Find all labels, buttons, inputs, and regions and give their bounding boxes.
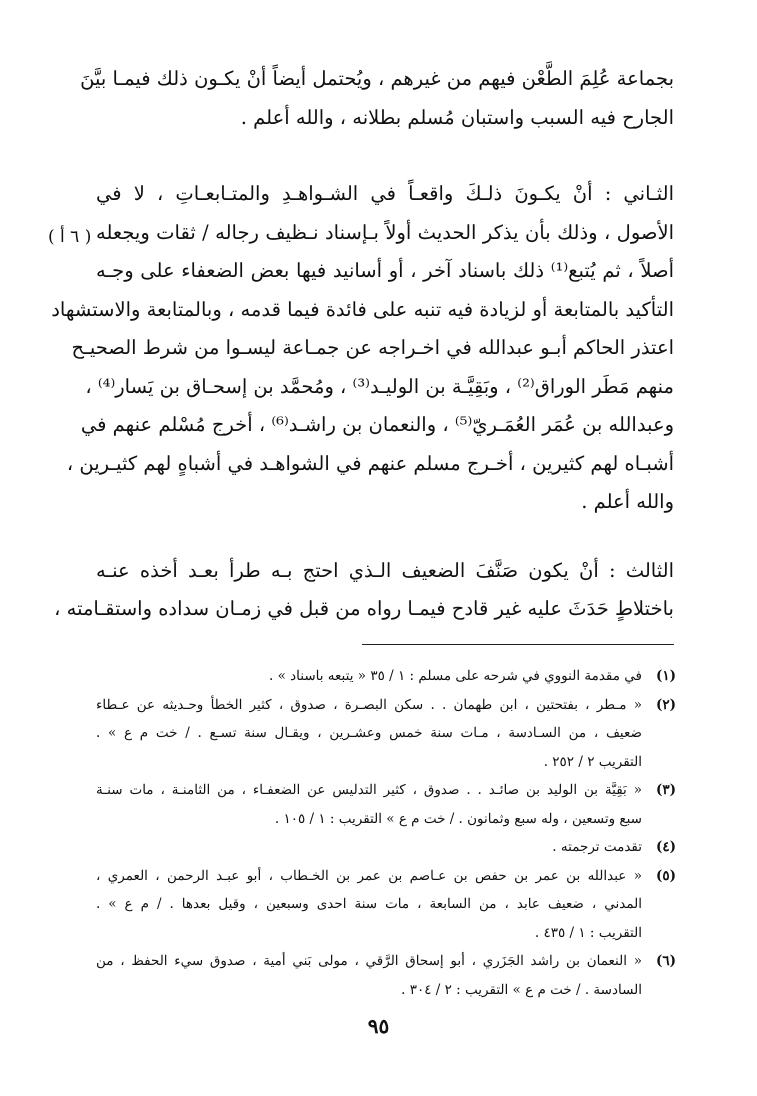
text-line: وعبدالله بن عُمَر العُمَـريّ⁽⁵⁾ ، والنعمان بن راشـد⁽⁶⁾ ، أخرج مُسْلم عنهم في — [80, 413, 674, 436]
footnote-line: « عبدالله بن عمر بن حفص بن عـاصم بن عمر بن الخـطاب ، أبو عبـد الرحمن ، العمري ، — [96, 867, 642, 884]
footnote-line: في مقدمة النووي في شرحه على مسلم : ١ / ٣٥ « يتبعه باسناد » . — [269, 668, 642, 684]
footnote-number: (٢) — [655, 696, 676, 713]
footnote-2 — [96, 691, 676, 777]
page-number: ٩٥ — [367, 1014, 390, 1038]
footnote-line: « النعمان بن راشد الجَزَري ، أبو إسحاق الرَّقي ، مولى بَني أمية ، صدوق سيء الحفظ ، من — [96, 953, 642, 969]
footnote-1 — [96, 662, 676, 691]
footnote-6 — [96, 947, 676, 1004]
text-line: باختلاطٍ حَدَثَ عليه غير قادح فيمـا رواه من قبل في زمـان سداده واستقـامته ، — [54, 597, 674, 620]
footnote-3 — [96, 776, 676, 833]
footnote-number: (١) — [655, 668, 676, 684]
text-line: والله أعلم . — [581, 490, 674, 513]
text-line: بجماعة عُلِمَ الطَّعْن فيهم من غيرهم ، ويُحتمل أيضاً أنْ يكـون ذلك فيمـا بيَّنَ — [80, 67, 674, 90]
footnote-line: تقدمت ترجمته . — [552, 839, 642, 855]
footnote-number: (٦) — [655, 953, 676, 969]
footnote-line: التقريب ٢ / ٢٥٢ . — [543, 753, 642, 770]
paragraph-3 — [54, 552, 674, 629]
footnote-5 — [96, 862, 676, 948]
text-line: منهم مَطَر الوراق⁽²⁾ ، وبَقِيَّـة بن الوليـد⁽³⁾ ، ومُحمَّد بن إسحـاق بن يَسار⁽⁴⁾ ، — [85, 374, 674, 398]
manuscript-folio-marker: ( ٦ أ ) — [48, 227, 92, 247]
text-line: الجارح فيه السبب واستبان مُسلم بطلانه ، والله أعلم . — [240, 105, 674, 129]
footnote-line: ضعيف ، من السـادسة ، مـات سنة خمس وعشـرين ، ويقـال سنة تسـع . / خت م ع » . — [96, 725, 642, 741]
text-line: الثـاني : أنْ يكـونَ ذلـكَ واقعـاً في الشـواهـدِ والمتـابعـاتِ ، لا في — [96, 182, 674, 205]
footnote-number: (٤) — [655, 839, 676, 855]
footnote-line: « مـطر ، بفتحتين ، ابن طهمان . . سكن البصـرة ، صدوق ، كثير الخطأ وحـديثه عن عـطاء — [96, 696, 642, 713]
footnote-4 — [96, 833, 676, 862]
footnote-line: « بَقِيَّة بن الوليد بن صائـد . . صدوق ، كثير التدليس عن الضعفـاء ، من الثامنـة ، مات سنـة — [96, 782, 642, 798]
text-line: الثالث : أنْ يكون صَنَّفَ الضعيف الـذي احتج بـه طرأ بعـد أخذه عنـه — [96, 558, 674, 582]
footnote-line: المدني ، ضعيف عابد ، من السابعة ، مات سنة احدى وسبعين ، وقيل بعدها . / م ع » . — [96, 896, 642, 912]
footnote-line: التقريب : ١ / ٤٣٥ . — [534, 924, 642, 941]
footnotes — [96, 662, 676, 1004]
footnote-line: السادسة . / خت م ع » التقريب : ٢ / ٣٠٤ . — [401, 981, 642, 998]
text-line: اعتذر الحاكم أبـو عبدالله في اخـراجه عن جمـاعة ليسـوا من شرط الصحيـح — [71, 336, 674, 359]
text-line: أصلاً ، ثم يُتبع⁽¹⁾ ذلك باسناد آخر ، أو أسانيد فيها بعض الضعفاء على وجـه — [96, 259, 674, 282]
footnote-number: (٣) — [655, 782, 676, 798]
text-line: التأكيد بالمتابعة أو لزيادة فيه تنبه على فائدة فيما قدمه ، وبالمتابعة والاستشهاد — [51, 297, 674, 321]
text-line: أشبـاه لهم كثيرين ، أخـرج مسلم عنهم في الشواهـد في أشباهٍ لهم كثيـرين ، — [66, 451, 674, 475]
footnote-number: (٥) — [655, 867, 676, 884]
footnote-divider — [362, 644, 674, 645]
footnote-line: سبع وتسعين ، وله سبع وثمانون . / خت م ع » التقريب : ١ / ١٠٥ . — [274, 810, 642, 827]
paragraph-1 — [80, 60, 674, 137]
text-line: الأصول ، وذلك بأن يذكر الحديث أولاً بـإسناد نـظيف رجاله / ثقات ويجعله — [96, 220, 674, 244]
